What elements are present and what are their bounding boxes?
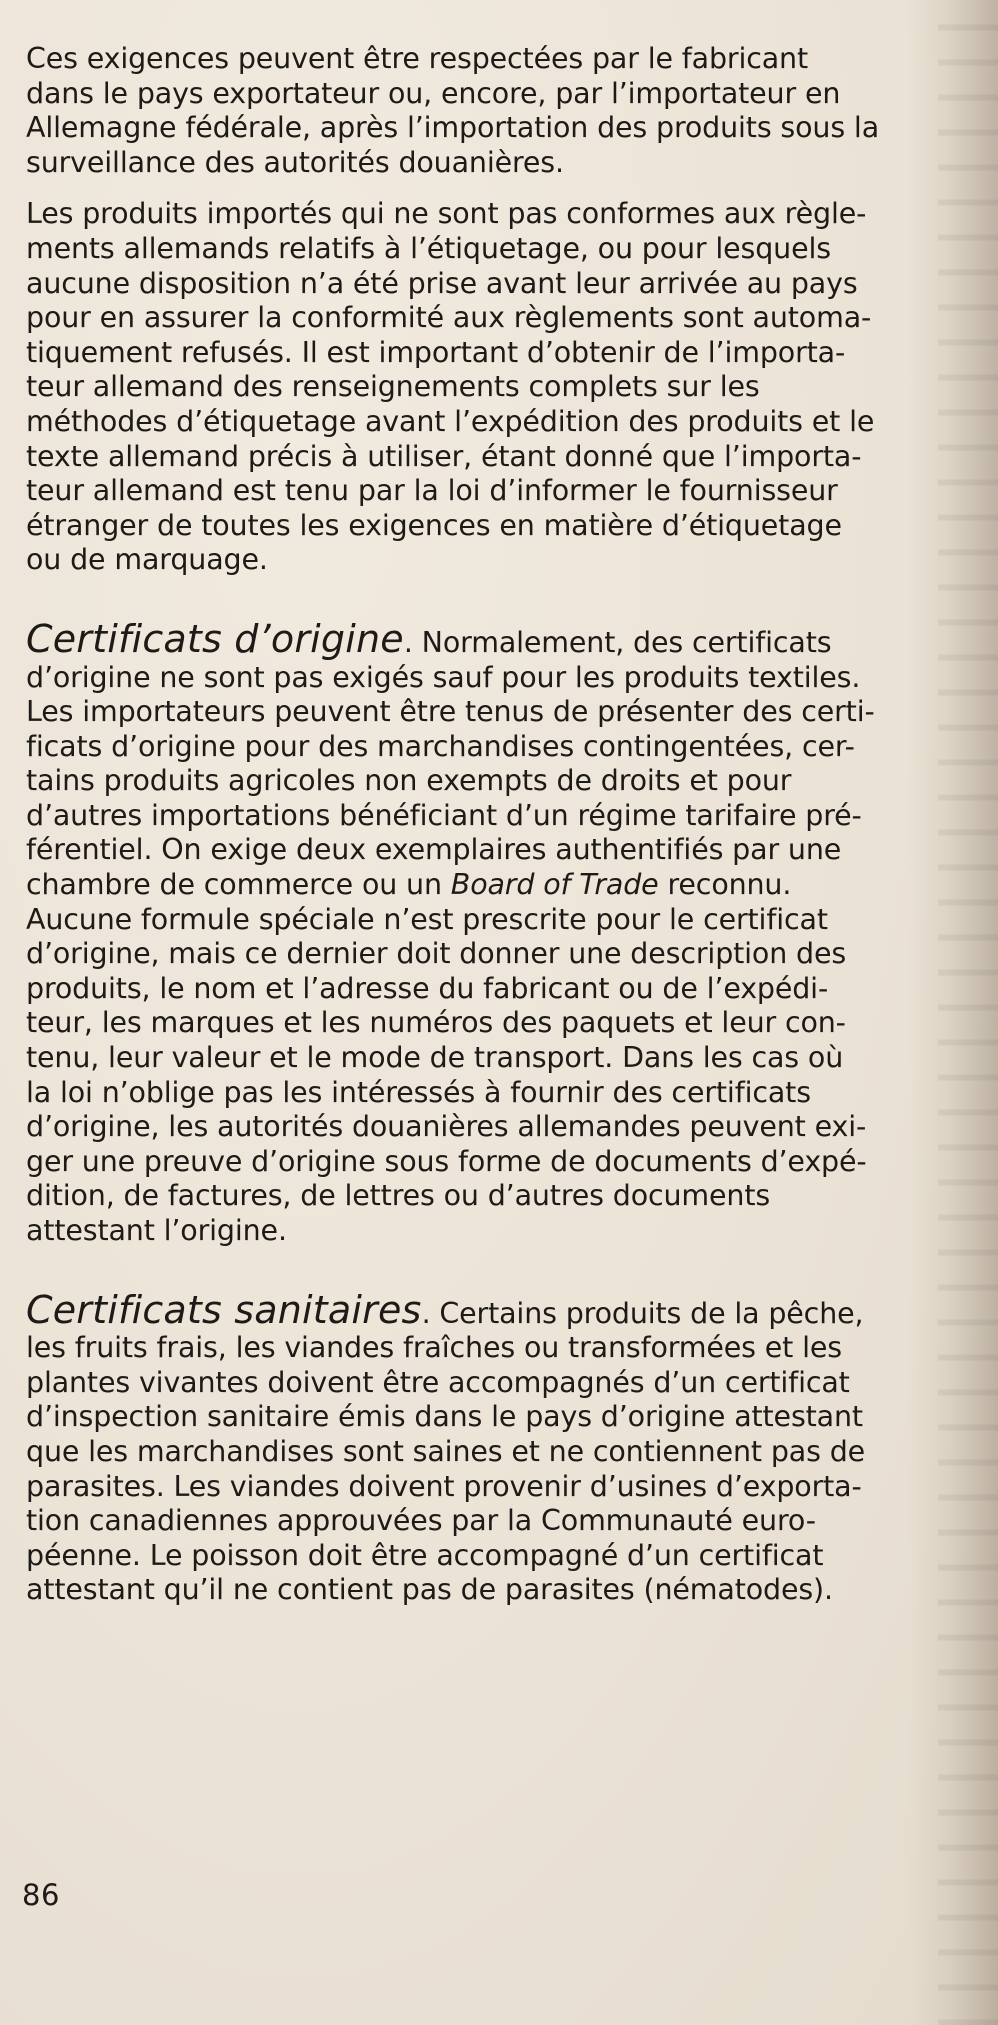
text-line: d’origine, mais ce dernier doit donner une description des [26,937,847,971]
text-line: tenu, leur valeur et le mode de transport. Dans les cas où [26,1041,844,1075]
paragraph-labelling [26,197,951,578]
text-line: Les produits importés qui ne sont pas conformes aux règle- [26,197,867,231]
text-line: la loi n’oblige pas les intéressés à fournir des certificats [26,1075,811,1109]
text-line: parasites. Les viandes doivent provenir d’usines d’exporta- [26,1469,862,1503]
text-line: dition, de factures, de lettres ou d’autres documents [26,1179,771,1213]
section-certificates-origin [26,616,951,1249]
text-line: péenne. Le poisson doit être accompagné d’un certificat [26,1538,824,1572]
text-line: ou de marquage. [26,543,268,577]
text-line: tiquement refusés. Il est important d’obtenir de l’importa- [26,335,846,369]
text-line: produits, le nom et l’adresse du fabricant ou de l’expédi- [26,971,829,1005]
text-line: pour en assurer la conformité aux règlements sont automa- [26,301,872,335]
text-line: surveillance des autorités douanières. [26,145,564,179]
text-line: méthodes d’étiquetage avant l’expédition des produits et le [26,404,875,438]
text-line: les fruits frais, les viandes fraîches ou transformées et les [26,1331,842,1365]
text-line: férentiel. On exige deux exemplaires authentifiés par une [26,833,842,867]
text-line: texte allemand précis à utiliser, étant donné que l’importa- [26,439,862,473]
text-line: Ces exigences peuvent être respectées par le fabricant [26,42,808,75]
section-heading-line [26,1287,951,1332]
text-line: d’autres importations bénéficiant d’un régime tarifaire pré- [26,798,862,832]
section-spacer [26,1249,951,1293]
text-line: d’origine ne sont pas exigés sauf pour les produits textiles. [26,660,861,694]
text-line: teur, les marques et les numéros des paquets et leur con- [26,1006,846,1040]
text-line: d’origine, les autorités douanières allemandes peuvent exi- [26,1110,867,1144]
text-line: ger une preuve d’origine sous forme de documents d’expé- [26,1144,867,1178]
text-line: ficats d’origine pour des marchandises contingentées, cer- [26,729,855,763]
section-heading-line [26,616,951,661]
text-line: Aucune formule spéciale n’est prescrite pour le certificat [26,902,828,936]
text-line: tion canadiennes approuvées par la Communauté euro- [26,1504,816,1538]
paragraph-spacer [26,180,951,197]
text-line: plantes vivantes doivent être accompagnés d’un certificat [26,1365,850,1399]
page-number: 86 [22,1878,60,1912]
text-line: teur allemand est tenu par la loi d’informer le fournisseur [26,474,838,508]
text-line: étranger de toutes les exigences en matière d’étiquetage [26,508,842,542]
section-heading-origin: Certificats d’origine [26,616,404,661]
text-line: d’inspection sanitaire émis dans le pays d’origine attestant [26,1400,863,1434]
heading-tail-text: . Certains produits de la pêche, [421,1296,864,1330]
text-line: que les marchandises sont saines et ne contiennent pas de [26,1434,866,1468]
text-line: tains produits agricoles non exempts de droits et pour [26,764,792,798]
text-line: ments allemands relatifs à l’étiquetage, ou pour lesquels [26,231,831,265]
text-line: aucune disposition n’a été prise avant leur arrivée au pays [26,266,858,300]
text-line: Allemagne fédérale, après l’importation des produits sous la [26,111,880,145]
heading-tail-text: . Normalement, des certificats [403,625,832,659]
text-line: attestant qu’il ne contient pas de parasites (nématodes). [26,1573,833,1607]
paragraph-requirements [26,42,951,180]
text-line: Les importateurs peuvent être tenus de présenter des certi- [26,695,875,729]
text-column [26,42,951,1608]
text-line-board-of-trade [26,868,951,903]
board-of-trade-term: Board of Trade [450,868,659,902]
section-spacer [26,578,951,622]
text-fragment: chambre de commerce ou un [26,868,451,902]
section-heading-sanitary: Certificats sanitaires [26,1287,422,1332]
text-line: attestant l’origine. [26,1214,287,1247]
text-fragment: reconnu. [658,868,792,902]
text-line: teur allemand des renseignements complets sur les [26,370,760,404]
section-certificates-sanitary [26,1287,951,1608]
text-line: dans le pays exportateur ou, encore, par l’importateur en [26,76,841,110]
